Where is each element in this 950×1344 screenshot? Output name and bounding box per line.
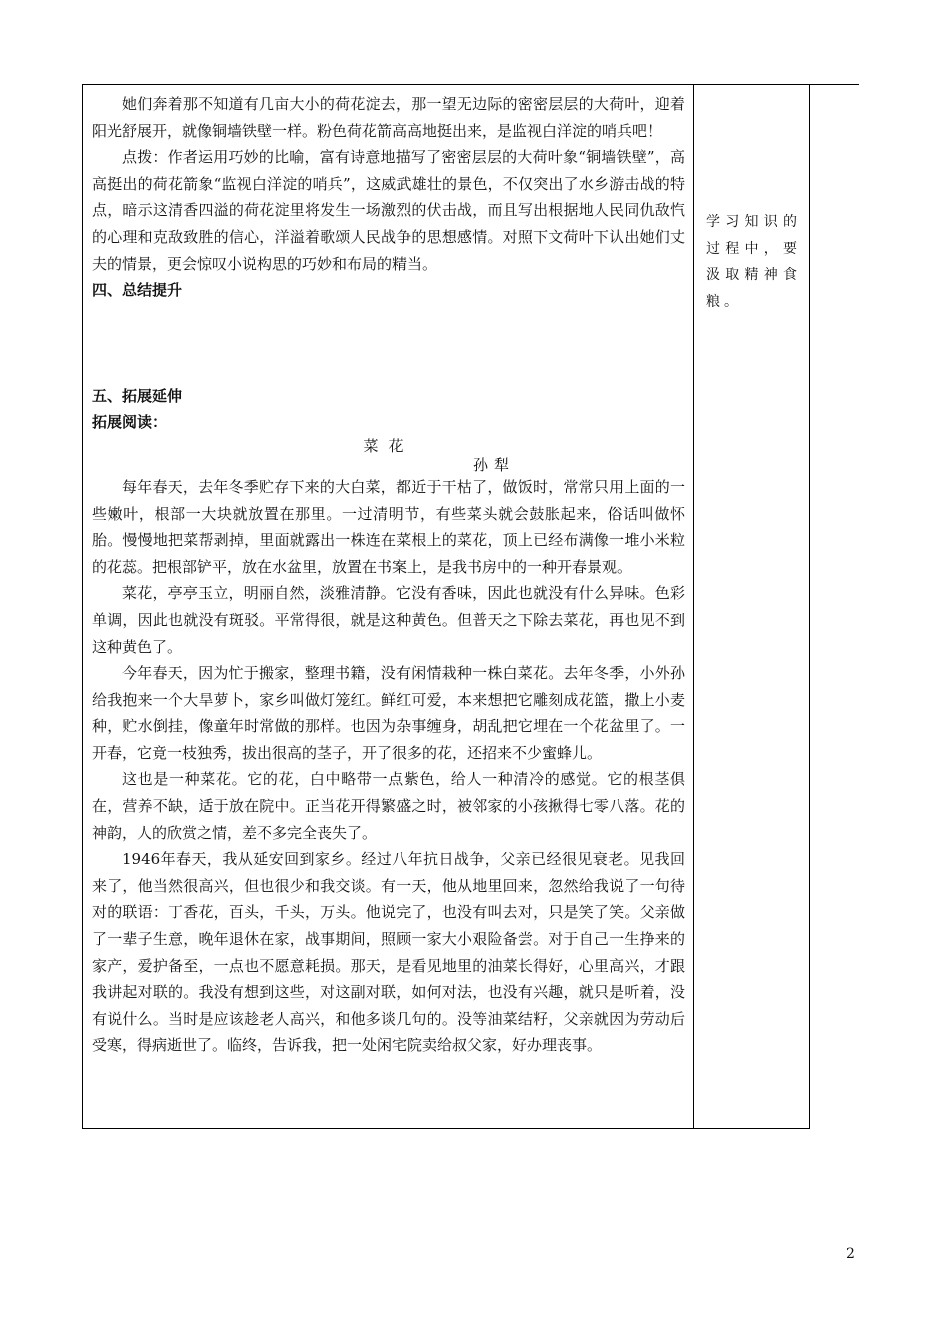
reading-title: 菜花 (363, 436, 414, 455)
reading-heading: 拓展阅读： (92, 413, 168, 432)
reading-paragraph-1: 每年春天，去年冬季贮存下来的大白菜，都近于干枯了，做饭时，常常只用上面的一些嫩叶，根部一大块就放置在那里。一过清明节，有些菜头就会鼓胀起来，俗话叫做怀胎。慢慢地把菜帮剥掉，里面就露出一株连在菜根上的菜花，顶上已经布满像一堆小米粒的花蕊。把根部铲平，放在水盆里，放置在书案上，是我书房中的一种开春景观。 (92, 477, 685, 576)
extension-heading: 五、拓展延伸 (92, 386, 183, 405)
passage-commentary: 点拨：作者运用巧妙的比喻，富有诗意地描写了密密层层的大荷叶象“铜墙铁壁”，高高挺出的荷花箭象“监视白洋淀的哨兵”，这威武雄壮的景色，不仅突出了水乡游击战的特点，暗示这清香四溢的荷花淀里将发生一场激烈的伏击战，而且写出根据地人民同仇敌忾的心理和克敌致胜的信心，洋溢着歌颂人民战争的思想感情。对照下文荷叶下认出她们丈夫的情景，更会惊叹小说构思的巧妙和布局的精当。 (92, 148, 685, 273)
summary-heading: 四、总结提升 (92, 281, 183, 300)
side-note: 学习知识的过程中，要汲取精神食粮。 (706, 214, 801, 310)
reading-paragraph-2: 菜花，亭亭玉立，明丽自然，淡雅清静。它没有香味，因此也就没有什么异味。色彩单调，因此也就没有斑驳。平常得很，就是这种黄色。但普天之下除去菜花，再也见不到这种黄色了。 (92, 584, 685, 656)
reading-paragraph-3: 今年春天，因为忙于搬家，整理书籍，没有闲情栽种一株白菜花。去年冬季，小外孙给我抱来一个大旱萝卜，家乡叫做灯笼红。鲜红可爱，本来想把它雕刻成花篮，撒上小麦种，贮水倒挂，像童年时常做的那样。也因为杂事缠身，胡乱把它埋在一个花盆里了。一开春，它竟一枝独秀，拔出很高的茎子，开了很多的花，还招来不少蜜蜂儿。 (92, 664, 685, 762)
lesson-table (82, 84, 810, 1129)
reading-paragraph-5: 1946年春天，我从延安回到家乡。经过八年抗日战争，父亲已经很见衰老。见我回来了，他当然很高兴，但也很少和我交谈。有一天，他从地里回来，忽然给我说了一句待对的联语：丁香花，百头，千头，万头。他说完了，也没有叫去对，只是笑了笑。父亲做了一辈子生意，晚年退休在家，战事期间，照顾一家大小艰险备尝。对于自己一生挣来的家产，爱护备至，一点也不愿意耗损。那天，是看见地里的油菜长得好，心里高兴，才跟我讲起对联的。我没有想到这些，对这副对联，如何对法，也没有兴趣，就只是听着，没有说什么。当时是应该趁老人高兴，和他多谈几句的。没等油菜结籽，父亲就因为劳动后受寒，得病逝世了。临终，告诉我，把一处闲宅院卖给叔父家，好办理丧事。 (92, 850, 685, 1055)
page-number: 2 (846, 1246, 855, 1262)
reading-paragraph-4: 这也是一种菜花。它的花，白中略带一点紫色，给人一种清冷的感觉。它的根茎俱在，营养不缺，适于放在院中。正当花开得繁盛之时，被邻家的小孩揪得七零八落。花的神韵，人的欣赏之情，差不多完全丧失了。 (92, 770, 685, 842)
main-content-cell (83, 85, 694, 1129)
side-note-cell (694, 85, 810, 1129)
passage-paragraph-1: 她们奔着那不知道有几亩大小的荷花淀去，那一望无边际的密密层层的大荷叶，迎着阳光舒展开，就像铜墙铁壁一样。粉色荷花箭高高地挺出来，是监视白洋淀的哨兵吧！ (92, 95, 685, 140)
reading-author: 孙犁 (472, 455, 515, 474)
